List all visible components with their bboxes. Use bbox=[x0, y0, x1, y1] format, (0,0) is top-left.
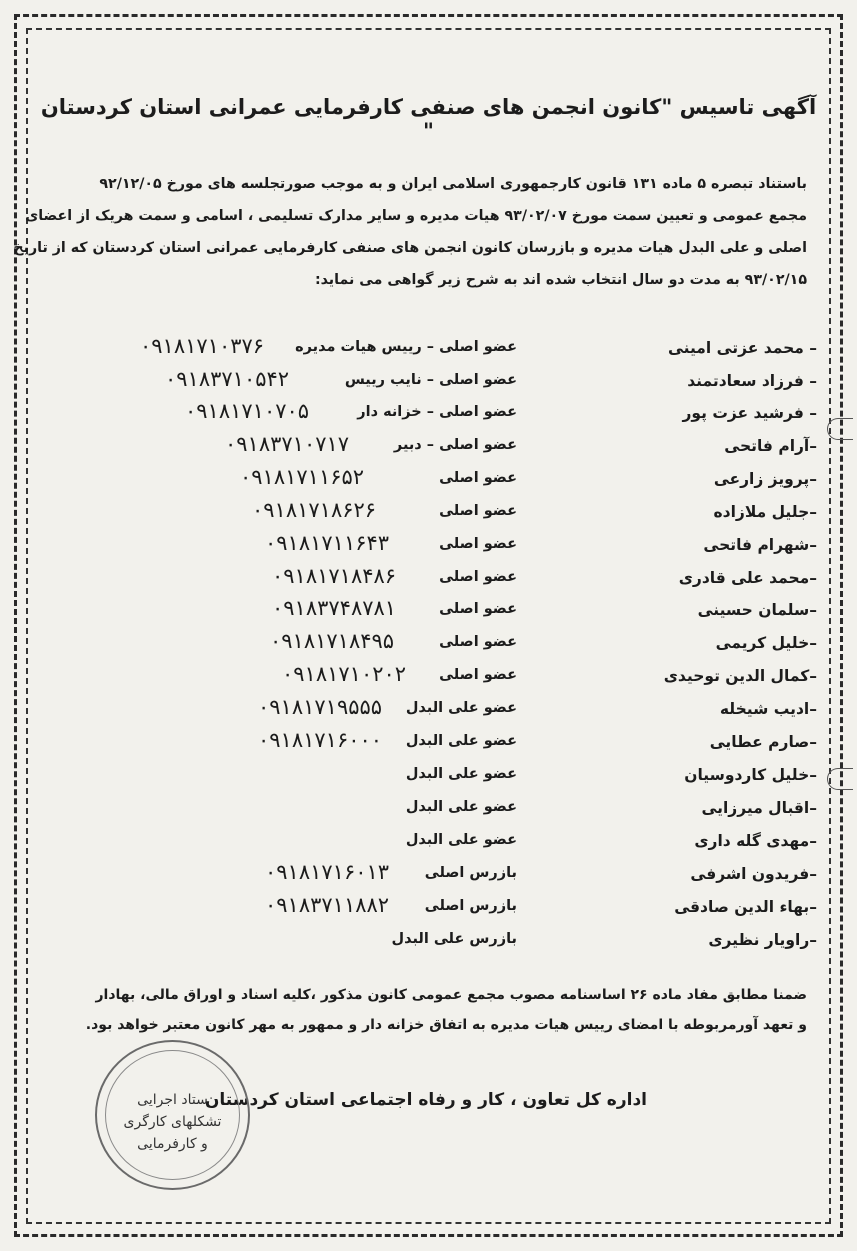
member-phone: ۰۹۱۸۱۷۱۰۲۰۲ bbox=[282, 662, 407, 686]
member-role: عضو اصلی – خزانه دار bbox=[357, 404, 517, 420]
member-row bbox=[40, 861, 817, 891]
binder-hole-mark bbox=[827, 418, 853, 440]
intro-line: اصلی و علی البدل هیات مدیره و بازرسان کانون انجمن های صنفی کارفرمایی عمرانی استان کردستان که از تاریخ bbox=[13, 240, 807, 256]
member-phone: ۰۹۱۸۱۷۱۰۳۷۶ bbox=[140, 334, 265, 358]
member-role: عضو علی البدل bbox=[405, 766, 517, 782]
member-row bbox=[40, 368, 817, 398]
member-phone: ۰۹۱۸۱۷۱۸۴۹۵ bbox=[270, 629, 395, 653]
member-name: –آرام فاتحی bbox=[724, 437, 817, 455]
member-row bbox=[40, 795, 817, 825]
intro-line: مجمع عمومی و تعیین سمت مورخ ۹۳/۰۲/۰۷ هیات مدیره و سایر مدارک تسلیمی ، اسامی و سمت هریک از اعضای bbox=[25, 208, 807, 224]
member-role: عضو اصلی bbox=[439, 601, 517, 617]
member-phone: ۰۹۱۸۳۷۱۱۸۸۲ bbox=[265, 893, 390, 917]
member-row bbox=[40, 696, 817, 726]
member-name: – محمد عزتی امینی bbox=[667, 339, 817, 357]
member-name: –شهرام فاتحی bbox=[703, 536, 817, 554]
binder-hole-mark bbox=[827, 768, 853, 790]
note-paragraph bbox=[55, 980, 807, 1040]
member-name: –صارم عطایی bbox=[709, 733, 817, 751]
member-role: عضو اصلی bbox=[439, 470, 517, 486]
document-page bbox=[13, 40, 817, 1210]
member-role: عضو علی البدل bbox=[405, 700, 517, 716]
member-name: –راویار نظیری bbox=[708, 931, 817, 949]
member-name: –سلمان حسینی bbox=[697, 601, 817, 619]
intro-paragraph bbox=[13, 168, 807, 296]
member-row bbox=[40, 828, 817, 858]
member-role: عضو اصلی bbox=[439, 503, 517, 519]
member-row bbox=[40, 499, 817, 529]
member-name: –جلیل ملازاده bbox=[713, 503, 817, 521]
member-name: –کمال الدین توحیدی bbox=[663, 667, 817, 685]
member-row bbox=[40, 597, 817, 627]
member-role: بازرس اصلی bbox=[424, 865, 517, 881]
member-row bbox=[40, 433, 817, 463]
member-role: بازرس علی البدل bbox=[391, 931, 517, 947]
member-phone: ۰۹۱۸۱۷۱۹۵۵۵ bbox=[258, 695, 383, 719]
member-name: –بهاء الدین صادقی bbox=[674, 898, 817, 916]
member-name: – فرزاد سعادتمند bbox=[687, 372, 817, 390]
member-role: عضو اصلی bbox=[439, 569, 517, 585]
member-name: –پرویز زارعی bbox=[713, 470, 817, 488]
intro-line: ۹۳/۰۲/۱۵ به مدت دو سال انتخاب شده اند به شرح زیر گواهی می نماید: bbox=[314, 272, 807, 288]
member-name: –فریدون اشرفی bbox=[690, 865, 817, 883]
member-row bbox=[40, 630, 817, 660]
member-row bbox=[40, 927, 817, 957]
member-role: عضو اصلی – نایب رییس bbox=[344, 372, 517, 388]
member-role: عضو اصلی bbox=[439, 536, 517, 552]
member-phone: ۰۹۱۸۳۷۱۰۵۴۲ bbox=[165, 367, 290, 391]
member-name: –اقبال میرزایی bbox=[701, 799, 817, 817]
member-role: عضو علی البدل bbox=[405, 733, 517, 749]
member-role: عضو اصلی – دبیر bbox=[393, 437, 517, 453]
member-row bbox=[40, 565, 817, 595]
member-row bbox=[40, 762, 817, 792]
member-name: –خلیل کریمی bbox=[715, 634, 817, 652]
member-phone: ۰۹۱۸۱۷۱۸۴۸۶ bbox=[272, 564, 397, 588]
round-stamp-seal bbox=[95, 1040, 250, 1190]
member-role: عضو علی البدل bbox=[405, 832, 517, 848]
member-role: عضو علی البدل bbox=[405, 799, 517, 815]
member-phone: ۰۹۱۸۱۷۱۰۷۰۵ bbox=[185, 399, 310, 423]
member-name: – فرشید عزت پور bbox=[682, 404, 817, 422]
member-name: –محمد علی قادری bbox=[678, 569, 817, 587]
member-phone: ۰۹۱۸۱۷۱۱۶۴۳ bbox=[265, 531, 390, 555]
member-phone: ۰۹۱۸۳۷۱۰۷۱۷ bbox=[225, 432, 350, 456]
stamp-line: ستاد اجرایی bbox=[137, 1092, 208, 1108]
member-row bbox=[40, 532, 817, 562]
member-phone: ۰۹۱۸۳۷۴۸۷۸۱ bbox=[272, 596, 397, 620]
stamp-line: و کارفرمایی bbox=[137, 1136, 208, 1152]
document-title: آگهی تاسیس "کانون انجمن های صنفی کارفرمایی عمرانی استان کردستان " bbox=[40, 95, 817, 143]
member-role: بازرس اصلی bbox=[424, 898, 517, 914]
member-row bbox=[40, 400, 817, 430]
member-row bbox=[40, 335, 817, 365]
member-row bbox=[40, 894, 817, 924]
member-row bbox=[40, 729, 817, 759]
note-line: و تعهد آورمربوطه با امضای رییس هیات مدیره به اتفاق خزانه دار و ممهور به مهر کانون معتبر خواهد بود. bbox=[85, 1017, 807, 1033]
member-phone: ۰۹۱۸۱۷۱۸۶۲۶ bbox=[252, 498, 377, 522]
note-line: ضمنا مطابق مفاد ماده ۲۶ اساسنامه مصوب مجمع عمومی کانون مذکور ،کلیه اسناد و اوراق مالی، بهادار bbox=[95, 987, 807, 1003]
member-row bbox=[40, 663, 817, 693]
member-name: –خلیل کاردوسیان bbox=[684, 766, 817, 784]
member-role: عضو اصلی bbox=[439, 667, 517, 683]
stamp-line: تشکلهای کارگری bbox=[123, 1114, 222, 1130]
member-role: عضو اصلی bbox=[439, 634, 517, 650]
member-phone: ۰۹۱۸۱۷۱۶۰۰۰ bbox=[258, 728, 383, 752]
intro-line: باستناد تبصره ۵ ماده ۱۳۱ قانون کارجمهوری اسلامی ایران و به موجب صورتجلسه های مورخ ۹۲/۱۲/۰۵ bbox=[99, 176, 807, 192]
member-name: –مهدی گله داری bbox=[694, 832, 817, 850]
member-row bbox=[40, 466, 817, 496]
member-role: عضو اصلی – رییس هیات مدیره bbox=[295, 339, 517, 355]
member-phone: ۰۹۱۸۱۷۱۶۰۱۳ bbox=[265, 860, 390, 884]
member-phone: ۰۹۱۸۱۷۱۱۶۵۲ bbox=[240, 465, 365, 489]
member-name: –ادیب شیخله bbox=[719, 700, 817, 718]
department-signature: اداره کل تعاون ، کار و رفاه اجتماعی استان کردستان bbox=[204, 1090, 647, 1110]
